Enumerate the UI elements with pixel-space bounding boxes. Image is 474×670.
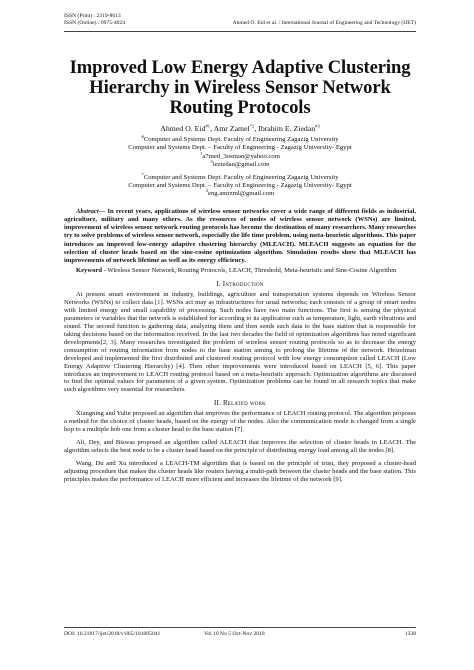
related-work-paragraph: Xiangning and Yulin proposed an algorithm that improves the performance of LEACH routing protocol. The algorithm proposes a method for the choice of cluster heads, based on the energy of the nodes. Also the communication mode is changed from a single hop to a multiple hob one from a cluster head to the base station [7].: [64, 410, 416, 434]
author-mark: #3: [315, 123, 320, 129]
section-heading-related-work: II. Related work: [214, 399, 266, 408]
affiliation-line: [64, 133, 416, 144]
issn-block: [64, 13, 125, 27]
affiliation-email: [64, 158, 416, 169]
page-number: 1338: [404, 631, 416, 637]
abstract-text: In recent years, applications of wireless sensor networks cover a wide range of different fields as industrial, agriculture, military and many others. As the resources of nodes of wireless sensor network (WSNs) are limited, improvement of wireless sensor network routing protocols has become the destination of many researchers. Many researches try to solve problems of wireless sensor network, especially the life time problem, using meta-heuristic algorithms. This paper introduces an improved low-energy adaptive clustering hierarchy (MLEACH). MLEACH suggests an equation for the selection of cluster heads based on the sine-cosine optimization algorithm. Simulation results show that MLEACH has improvements of network lifetime as well as its energy efficiency.: [64, 207, 416, 265]
affiliation-line: Computer and Systems Dept. – Faculty of Engineering - Zagazig University- Egypt: [128, 182, 352, 190]
keyword-label: Keyword -: [76, 267, 106, 275]
email-mark: 2: [205, 188, 208, 194]
related-work-paragraph: Wang, Du and Xu introduced a LEACH-TM algorithm that is based on the principle of trust, they proposed a cluster-head adjusting procedure that makes the cluster heads like routers having a multi-path between the cluster heads and the base station. This principles makes the performance of LEACH more efficient and increases the lifetime of the network [9].: [64, 459, 416, 483]
email-text: a7med_3osman@yahoo.com: [202, 152, 280, 160]
affiliation-text: Computer and Systems Dept. Faculty of Engineering Zagazig University: [143, 136, 339, 143]
keyword-text: Wireless Sensor Network, Routing Protocols, LEACH, Threshold, Meta-heuristic and Sine-Cosine Algorithm: [105, 267, 397, 275]
running-head: Ahmed O. Eid et al. / International Journal of Engineering and Technology (IJET): [232, 20, 416, 26]
related-work-paragraph: Ali, Dey, and Biswas proposed an algorithm called ALEACH that improves the selection of cluster heads in LEACH. The algorithm selects the best node to be a cluster head based on the principle of distributing energy load among all the nodes [8].: [64, 438, 416, 454]
author-mark: *2: [249, 123, 255, 129]
author-list: Ahmed O. Eid$^{\#1}$, Amr Zamel$^{*2}$, Ibrahim E. Ziedan$^{\#3}$: [160, 123, 320, 133]
affiliation-block-1: [64, 133, 416, 170]
affiliation-line: Computer and Systems Dept. – Faculty of Engineering - Zagazig University- Egypt: [128, 144, 352, 152]
issn-online: ISSN (Online) : 0975-4024: [64, 20, 126, 26]
email-text: eng.amrzml@gmail.com: [207, 190, 275, 198]
article-body: [64, 36, 416, 489]
header-divider: [64, 31, 416, 32]
author-name: Amr Zamel: [213, 124, 250, 133]
paper-title: Improved Low Energy Adaptive Clustering Hierarchy in Wireless Sensor Network Routing Protocols: [69, 57, 411, 118]
volume-text: Vol 10 No 5 Oct-Nov 2018: [204, 631, 265, 637]
author-name: Ahmed O. Eid: [160, 124, 206, 133]
email-mark: 3: [210, 158, 213, 164]
doi-text: DOI: 10.21817/ijet/2018/v10i5/181005041: [64, 631, 161, 637]
affiliation-email: [64, 190, 416, 198]
email-mark: 1: [200, 150, 203, 156]
keywords: [64, 267, 416, 275]
affiliation-mark: *: [141, 171, 144, 177]
abstract-label: Abstract—: [76, 207, 106, 215]
author-name: Ibrahim E. Ziedan: [258, 124, 316, 133]
author-mark: #1: [205, 123, 211, 129]
affiliation-email: [64, 150, 416, 161]
affiliation-text: Computer and Systems Dept. Faculty of Engineering Zagazig University: [143, 173, 339, 181]
issn-print: ISSN (Print) : 2319-8613: [64, 13, 121, 19]
footer-divider: [64, 627, 416, 628]
abstract: [64, 208, 416, 265]
affiliation-mark: #: [141, 133, 144, 139]
introduction-paragraph: At present smart environment in industry, buildings, agriculture and transportation systems depends on Wireless Sensor Networks (WSNs) to collect data [1]. WSNs act may as infrastructures for usual networks; each consists of a group of smart nodes with limited energy and small capability of processing. Such nodes have two main functions. The first is sensing the physical parameters or variables that the network is established for according to its application such as temperature, light, earth vibrations and sound. The second function is gathering data, analyzing them and then sends such data to the base station that is responsible for taking decisions based on the information received. In the last two decades the field of optimization algorithms has noted significant developments[2, 3]. Many researches investigated the problem of wireless sensor routing protocols so as to decrease the energy consumption of routing information from nodes to the base station aiming to prolong the lifetime of the network. Heizelman developed and implemented the first distributed and clustered routing protocol with low energy consumption called LEACH (Low Energy Adaptive Clustering Hierarchy) [4]. Then other improvements were introduced based on LEACH [5, 6]. This paper introduces an improvement to LEACH routing protocol based on a meta-heuristic approach. Optimization algorithms are discussed to find the optimal values for parameters of a given system. Optimization problems can be found in all research topics that make such algorithms very essential for researchers.: [64, 291, 416, 394]
email-text: ieziedan@gmail.com: [212, 161, 270, 169]
affiliation-line: [64, 171, 416, 182]
affiliation-block-2: [64, 171, 416, 199]
section-heading-introduction: I. Introduction: [216, 280, 264, 289]
